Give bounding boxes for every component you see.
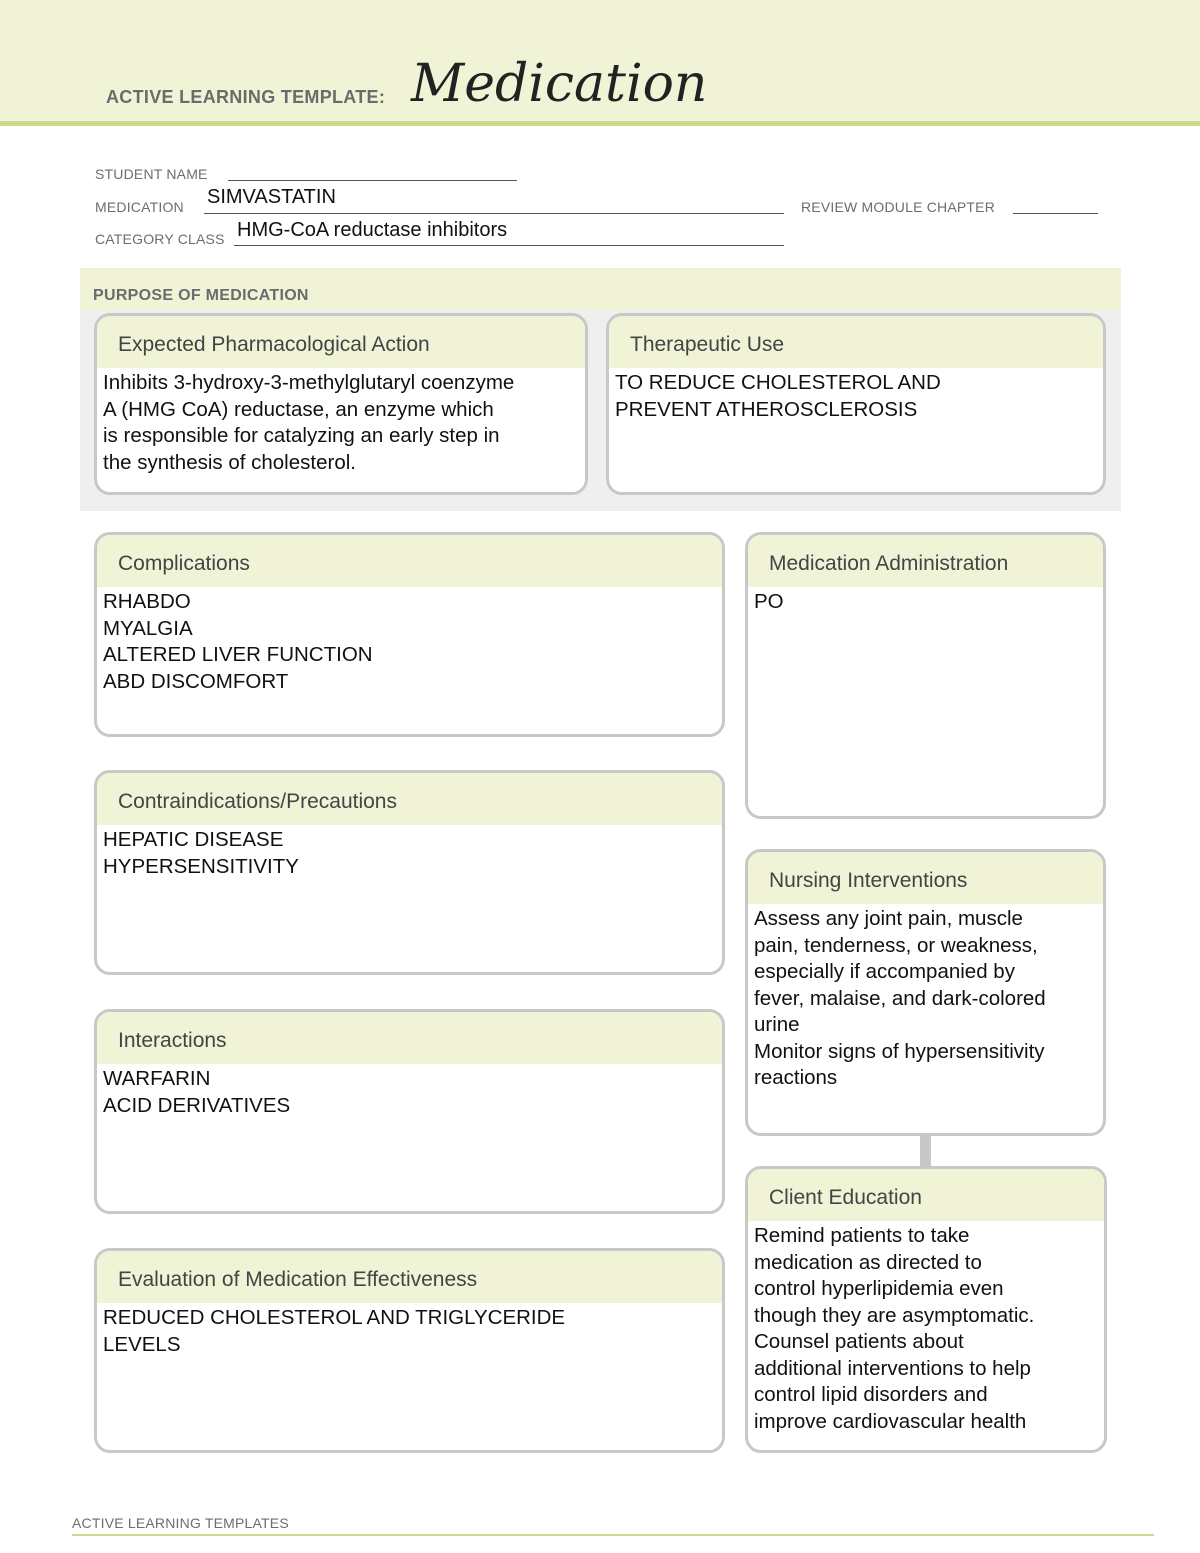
client-education-text[interactable]: Remind patients to take medication as directed to control hyperlipidemia even though they are asymptomatic. Counsel patients about additional interventions to help control lipid disorders and improve cardiovascular health [754,1224,1035,1433]
client-education-card [745,1166,1107,1453]
category-class-line [234,245,784,246]
evaluation-text[interactable]: REDUCED CHOLESTEROL AND TRIGLYCERIDE LEVELS [103,1306,566,1356]
header-divider [0,121,1200,126]
evaluation-card [94,1248,725,1453]
interactions-text[interactable]: WARFARIN ACID DERIVATIVES [103,1067,291,1117]
contraindications-card [94,770,725,975]
footer-divider [72,1534,1154,1536]
student-name-line [228,180,517,181]
nursing-education-connector [920,1134,931,1168]
purpose-label: PURPOSE OF MEDICATION [93,287,309,304]
contraindications-text[interactable]: HEPATIC DISEASE HYPERSENSITIVITY [103,828,299,878]
category-class-label: CATEGORY CLASS [95,231,225,247]
footer-label: ACTIVE LEARNING TEMPLATES [72,1515,289,1531]
complications-card [94,532,725,737]
expected-action-title: Expected Pharmacological Action [97,316,585,368]
interactions-card [94,1009,725,1214]
medication-label: MEDICATION [95,199,184,215]
contraindications-title: Contraindications/Precautions [97,773,722,825]
medication-administration-text[interactable]: PO [754,590,784,613]
medication-administration-card [745,532,1106,819]
expected-action-text[interactable]: Inhibits 3-hydroxy-3-methylglutaryl coenzyme A (HMG CoA) reductase, an enzyme which is responsible for catalyzing an early step in the synthesis of cholesterol. [103,371,515,474]
therapeutic-use-text[interactable]: TO REDUCE CHOLESTEROL AND PREVENT ATHEROSCLEROSIS [615,371,941,421]
client-education-title: Client Education [748,1169,1104,1221]
category-class-field[interactable]: HMG-CoA reductase inhibitors [237,219,508,241]
student-name-label: STUDENT NAME [95,166,208,182]
therapeutic-use-card [606,313,1106,495]
expected-action-card [94,313,588,495]
evaluation-title: Evaluation of Medication Effectiveness [97,1251,722,1303]
nursing-interventions-text[interactable]: Assess any joint pain, muscle pain, tenderness, or weakness, especially if accompanied by fever, malaise, and dark-colored urine Monitor signs of hypersensitivity reactions [754,907,1046,1089]
review-module-label: REVIEW MODULE CHAPTER [801,199,995,215]
template-title: Medication [411,54,708,114]
medication-line [204,213,784,214]
nursing-interventions-title: Nursing Interventions [748,852,1103,904]
complications-title: Complications [97,535,722,587]
review-module-line [1013,213,1098,214]
template-label: ACTIVE LEARNING TEMPLATE: [106,87,386,107]
interactions-title: Interactions [97,1012,722,1064]
nursing-interventions-card [745,849,1106,1136]
complications-text[interactable]: RHABDO MYALGIA ALTERED LIVER FUNCTION ABD DISCOMFORT [103,590,373,693]
medication-field[interactable]: SIMVASTATIN [207,186,336,208]
therapeutic-use-title: Therapeutic Use [609,316,1103,368]
medication-administration-title: Medication Administration [748,535,1103,587]
